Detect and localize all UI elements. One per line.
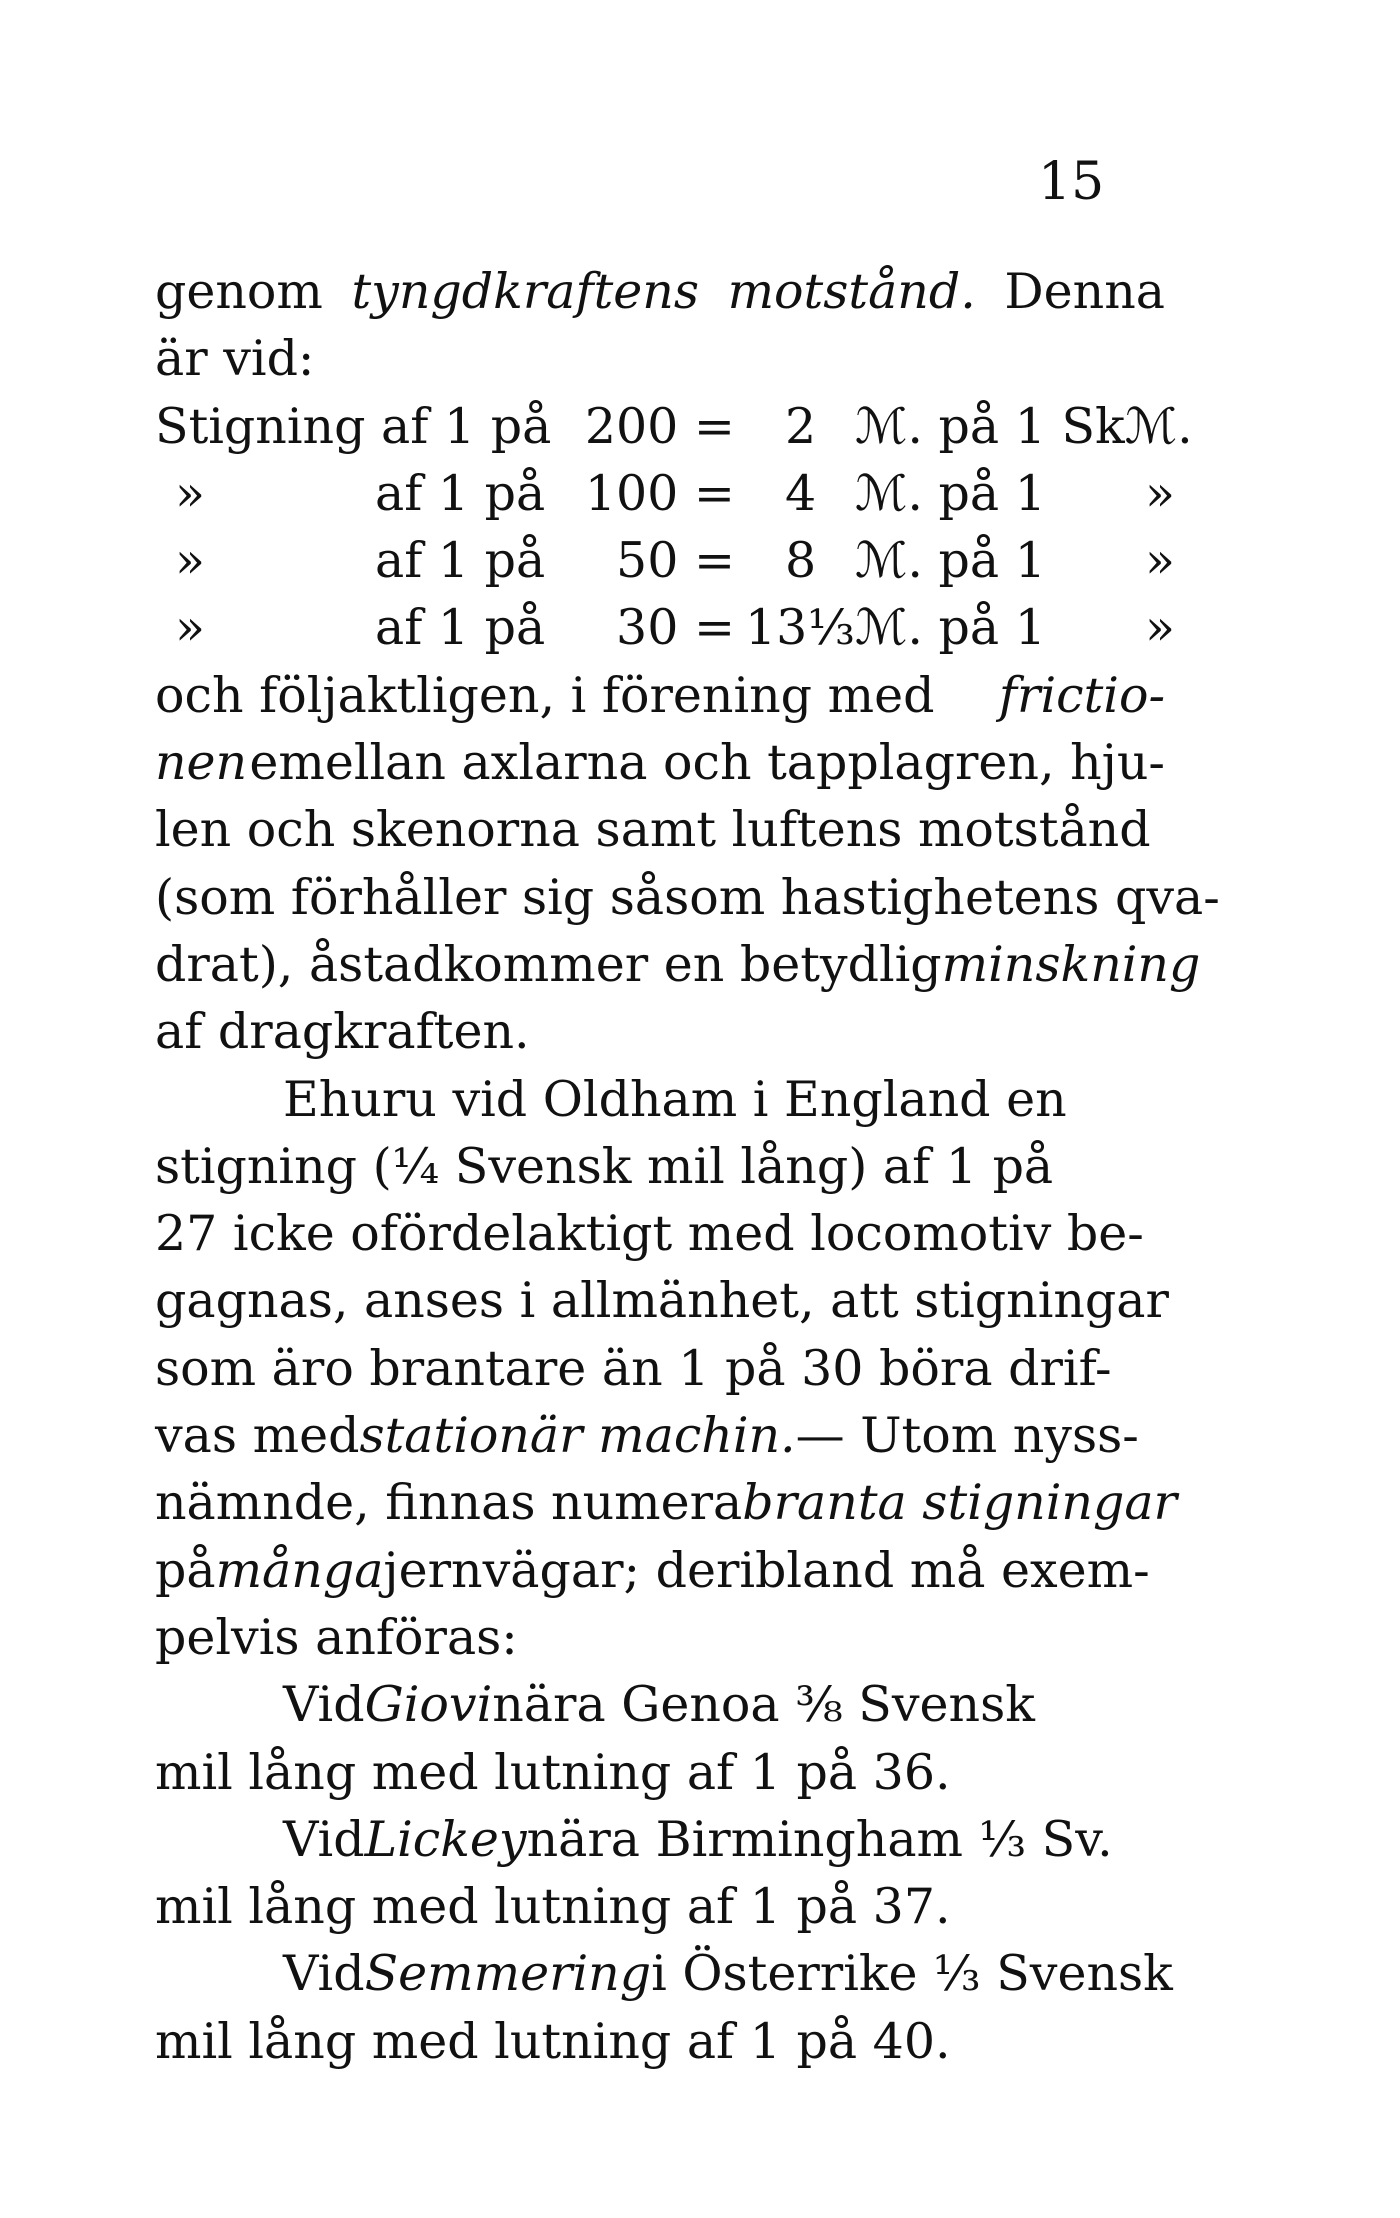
body-text	[155, 258, 1220, 2075]
text-line: på många jernvägar; deribland må exem-	[155, 1541, 1150, 1599]
text-line: mil lång med lutning af 1 på 36.	[155, 1743, 951, 1801]
text-line: vas med stationär machin. — Utom nyss-	[155, 1407, 1139, 1465]
text-line: (som förhåller sig såsom hastighetens qva-	[155, 868, 1220, 926]
text-line: nen emellan axlarna och tapplagren, hju-	[155, 734, 1165, 792]
page-number: 15	[1038, 152, 1105, 212]
text-line: mil lång med lutning af 1 på 37.	[155, 1878, 951, 1936]
text-line: af dragkraften.	[155, 1003, 530, 1061]
text-line: pelvis anföras:	[155, 1608, 518, 1666]
paragraph-start-line: Vid Giovi nära Genoa ⅜ Svensk	[283, 1676, 1035, 1734]
text-line: mil lång med lutning af 1 på 40.	[155, 2012, 951, 2070]
text-line: nämnde, finnas numera branta stigningar	[155, 1474, 1177, 1532]
text-line: som äro brantare än 1 på 30 böra drif-	[155, 1339, 1112, 1397]
text-line: stigning (¼ Svensk mil lång) af 1 på	[155, 1137, 1054, 1195]
text-line: len och skenorna samt luftens motstånd	[155, 801, 1151, 859]
paragraph-start-line: Vid Semmering i Österrike ⅓ Svensk	[283, 1945, 1173, 2003]
text-line: drat), åstadkommer en betydlig minskning	[155, 935, 1201, 993]
gradient-table-row: Stigning af 1 på 200 = 2 ℳ. på 1 Skℳ.	[155, 397, 1193, 455]
paragraph-start-line: Ehuru vid Oldham i England en	[283, 1070, 1067, 1128]
gradient-table-row: » af 1 på 50 = 8 ℳ. på 1 »	[175, 532, 1175, 590]
gradient-table-row: » af 1 på 100 = 4 ℳ. på 1 »	[175, 464, 1175, 522]
text-line: 27 icke ofördelaktigt med locomotiv be-	[155, 1205, 1144, 1263]
text-line: och följaktligen, i förening med frictio-	[155, 666, 1165, 724]
text-line: genom tyngdkraftens motstånd. Denna	[155, 263, 1165, 320]
text-line: är vid:	[155, 330, 315, 388]
paragraph-start-line: Vid Lickey nära Birmingham ⅓ Sv.	[283, 1810, 1113, 1868]
gradient-table-row: » af 1 på 30 = 13⅓ ℳ. på 1 »	[175, 599, 1175, 657]
text-line: gagnas, anses i allmänhet, att stigningar	[155, 1272, 1169, 1330]
